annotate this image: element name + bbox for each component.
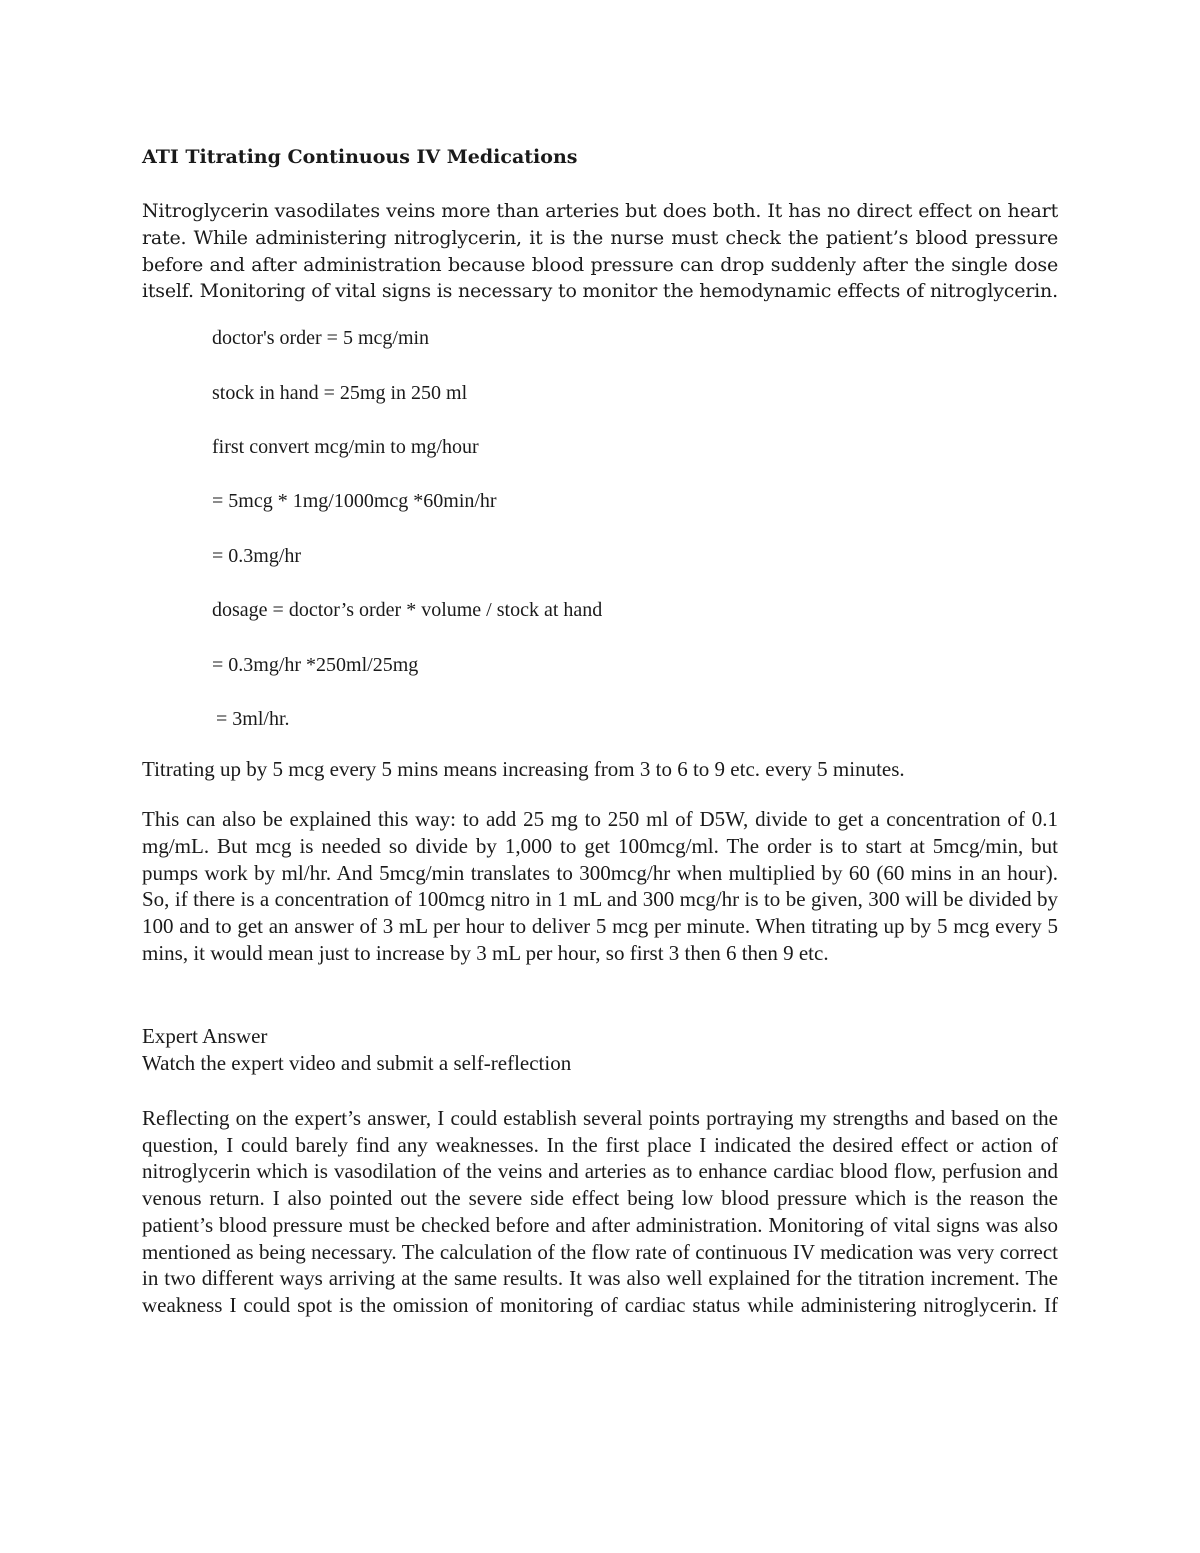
calc-line-dosage-formula: dosage = doctor’s order * volume / stock at hand (212, 599, 603, 622)
calc-line-convert: first convert mcg/min to mg/hour (212, 435, 479, 458)
calc-line-dosage-substitution: = 0.3mg/hr *250ml/25mg (212, 653, 419, 676)
intro-paragraph: Nitroglycerin vasodilates veins more than arteries but does both. It has no direct effect on heart rate. While administering nitroglycerin, it is the nurse must check the patient’s blood pressure before and after administration because blood pressure can drop suddenly after the single dose itself. Monitoring of vital signs is necessary to monitor the hemodynamic effects of nitroglycerin. (142, 200, 1058, 303)
calculation-block (142, 325, 1058, 732)
calc-line-conversion-formula: = 5mcg * 1mg/1000mcg *60min/hr (212, 490, 497, 513)
explanation-paragraph: This can also be explained this way: to add 25 mg to 250 ml of D5W, divide to get a concentration of 0.1 mg/mL. But mcg is needed so divide by 1,000 to get 100mcg/ml. The order is to start at 5mcg/min, but pumps work by ml/hr. And 5mcg/min translates to 300mcg/hr when multiplied by 60 (60 mins in an hour). So, if there is a concentration of 100mcg nitro in 1 mL and 300 mcg/hr is to be given, 300 will be divided by 100 and to get an answer of 3 mL per hour to deliver 5 mcg per minute. When titrating up by 5 mcg every 5 mins, it would mean just to increase by 3 mL per hour, so first 3 then 6 then 9 etc. (142, 806, 1058, 965)
expert-answer-section (142, 1023, 1058, 1077)
reflection-paragraph: Reflecting on the expert’s answer, I could establish several points portraying my strengths and based on the question, I could barely find any weaknesses. In the first place I indicated the desired effect or action of nitroglycerin which is vasodilation of the veins and arteries as to enhance cardiac blood flow, perfusion and venous return. I also pointed out the severe side effect being low blood pressure which is the reason the patient’s blood pressure must be checked before and after administration. Monitoring of vital signs was also mentioned as being necessary. The calculation of the flow rate of continuous IV medication was very correct in two different ways arriving at the same results. It was also well explained for the titration increment. The weakness I could spot is the omission of monitoring of cardiac status while administering nitroglycerin. If (142, 1105, 1058, 1318)
document-title: ATI Titrating Continuous IV Medications (142, 146, 578, 168)
document-page (142, 140, 1058, 1319)
calc-line-stock: stock in hand = 25mg in 250 ml (212, 381, 468, 404)
expert-answer-heading: Expert Answer (142, 1023, 268, 1048)
calc-line-conversion-result: = 0.3mg/hr (212, 544, 302, 567)
expert-answer-subheading: Watch the expert video and submit a self-reflection (142, 1050, 572, 1075)
titrating-paragraph: Titrating up by 5 mcg every 5 mins means increasing from 3 to 6 to 9 etc. every 5 minutes. (142, 756, 905, 781)
calc-line-dosage-result: = 3ml/hr. (216, 707, 290, 730)
calc-line-doctors-order: doctor's order = 5 mcg/min (212, 327, 430, 350)
